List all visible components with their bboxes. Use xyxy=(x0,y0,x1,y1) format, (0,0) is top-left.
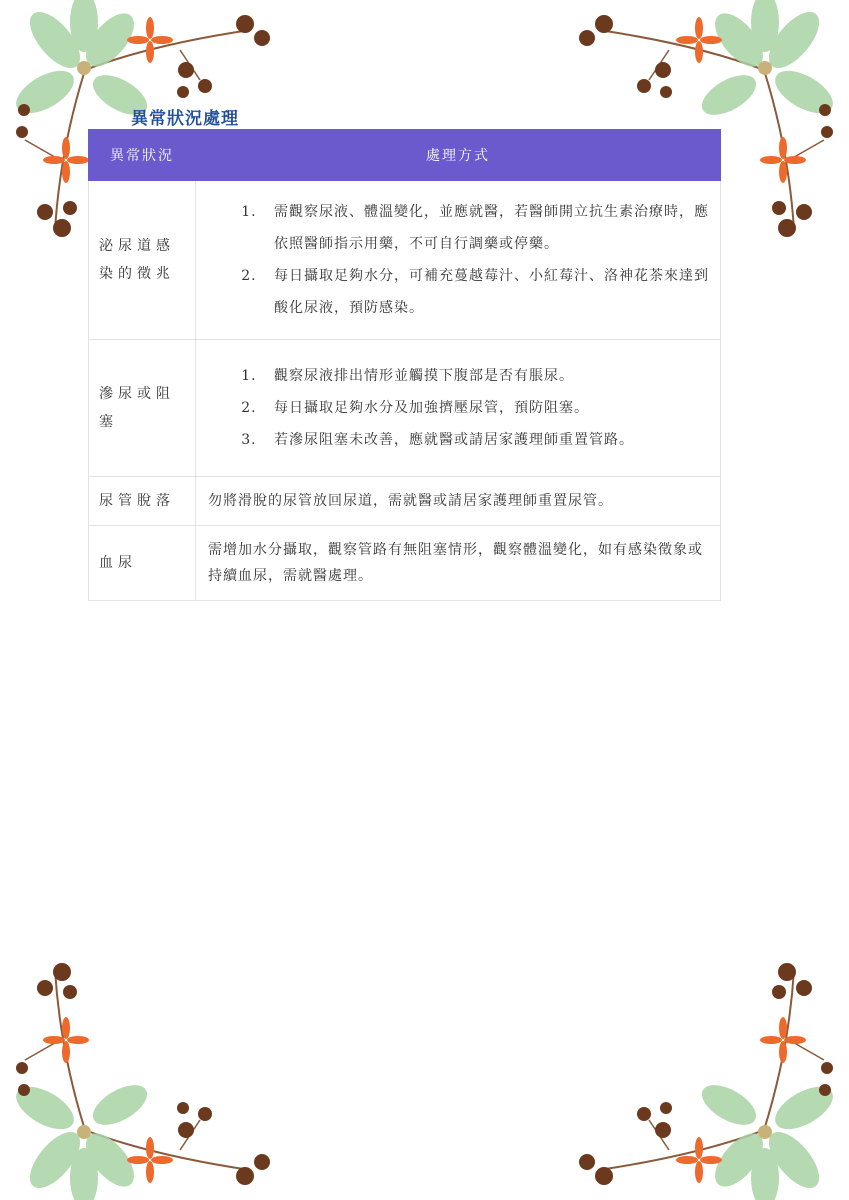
condition-cell: 血尿 xyxy=(89,526,196,601)
step-item: 1. 需觀察尿液、體溫變化，並應就醫，若醫師開立抗生素治療時，應依照醫師指示用藥，不可自行調藥或停藥。 xyxy=(262,196,710,260)
header-condition: 異常狀況 xyxy=(89,130,196,181)
condition-cell: 泌尿道感染的徵兆 xyxy=(89,181,196,340)
table-row xyxy=(89,526,721,601)
step-item: 2. 每日攝取足夠水分及加強擠壓尿管，預防阻塞。 xyxy=(262,392,710,424)
method-cell: 需增加水分攝取，觀察管路有無阻塞情形，觀察體溫變化，如有感染徵象或持續血尿，需就醫處理。 xyxy=(196,526,721,601)
table-row xyxy=(89,340,721,477)
section-title: 異常狀況處理 xyxy=(131,109,239,129)
method-cell: 勿將滑脫的尿管放回尿道，需就醫或請居家護理師重置尿管。 xyxy=(196,477,721,526)
method-cell xyxy=(196,340,721,477)
condition-cell: 尿管脫落 xyxy=(89,477,196,526)
condition-cell: 滲尿或阻塞 xyxy=(89,340,196,477)
step-item: 1. 觀察尿液排出情形並觸摸下腹部是否有脹尿。 xyxy=(262,360,710,392)
abnormal-condition-table xyxy=(88,129,721,601)
table-header-row xyxy=(89,130,721,181)
step-item: 3. 若滲尿阻塞未改善，應就醫或請居家護理師重置管路。 xyxy=(262,424,710,456)
floral-corner-bottom-right xyxy=(559,940,849,1200)
table-row xyxy=(89,181,721,340)
header-method: 處理方式 xyxy=(196,130,721,181)
step-item: 2. 每日攝取足夠水分，可補充蔓越莓汁、小紅莓汁、洛神花茶來達到酸化尿液，預防感染。 xyxy=(262,260,710,324)
floral-corner-bottom-left xyxy=(0,940,290,1200)
table-row xyxy=(89,477,721,526)
method-cell xyxy=(196,181,721,340)
method-steps xyxy=(208,360,710,456)
method-steps xyxy=(208,196,710,324)
